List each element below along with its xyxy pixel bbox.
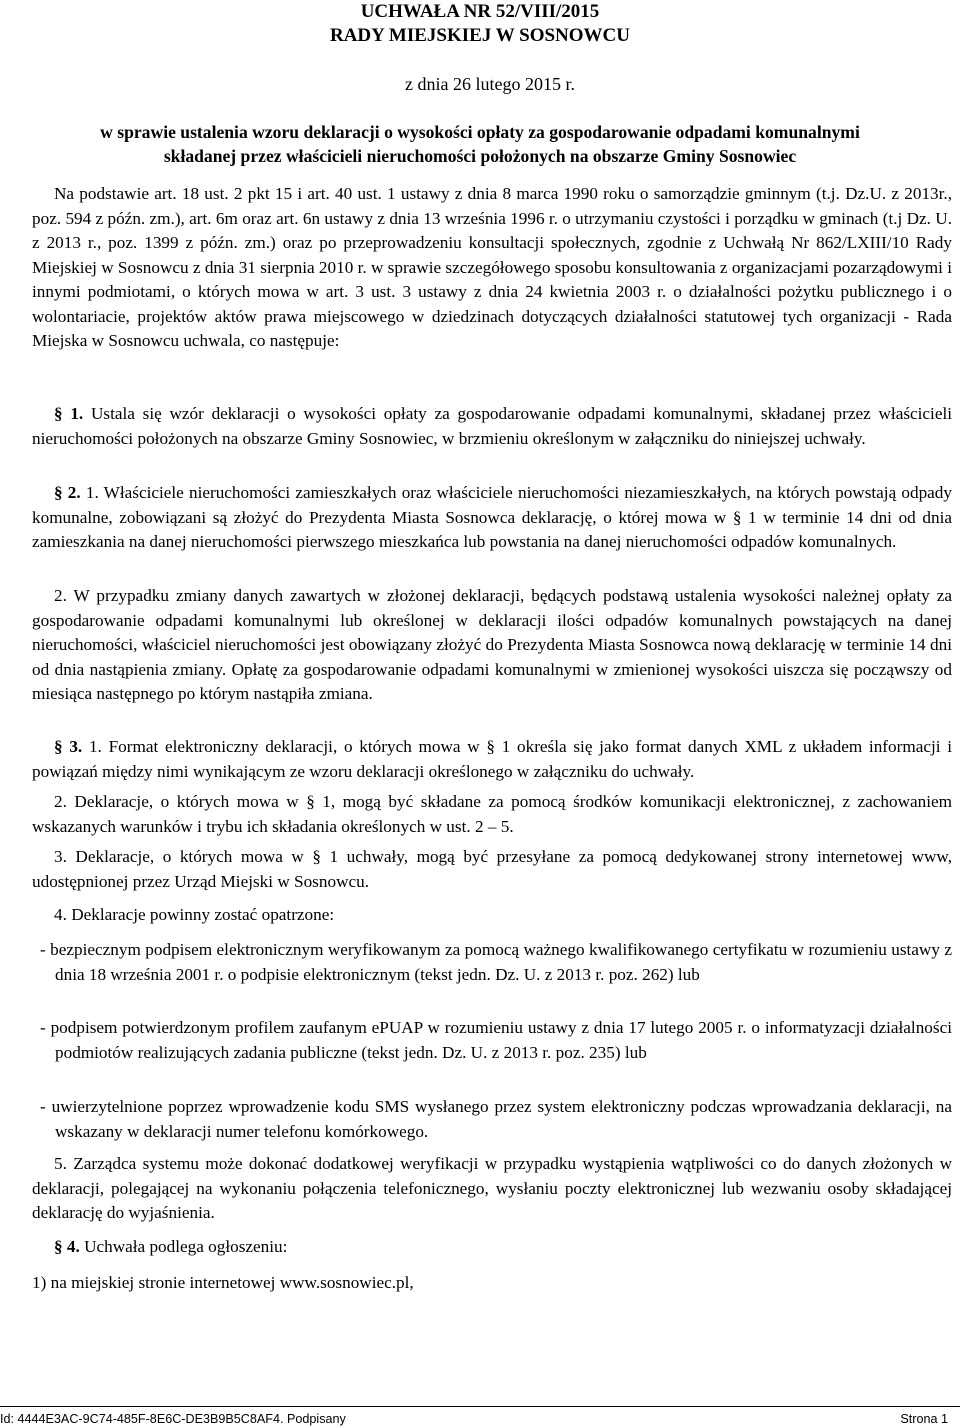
paragraph-3-label: § 3. <box>54 737 83 756</box>
paragraph-3-item-1-text: 1. Format elektroniczny deklaracji, o których mowa w § 1 określa się jako format danych XML z układem informacji i powiązań między nimi wynikającym ze wzoru deklaracji określonego w załączniku do uchwały. <box>32 737 953 781</box>
paragraph-2-label: § 2. <box>54 483 81 502</box>
council-name: RADY MIEJSKIEJ W SOSNOWCU <box>329 25 630 46</box>
paragraph-4-label: § 4. <box>54 1237 80 1256</box>
subject-line-1: w sprawie ustalenia wzoru deklaracji o wysokości opłaty za gospodarowanie odpadami komunalnymi <box>100 122 860 142</box>
paragraph-3-item-5: 5. Zarządca systemu może dokonać dodatkowej weryfikacji w przypadku wystąpienia wątpliwości co do danych złożonych w deklaracji, polegającej na wykonaniu połączenia telefonicznego, wysłaniu poczty elektronicznej lub wezwaniu osoby składającej deklarację do wyjaśnienia. <box>32 1154 952 1222</box>
signature-option-1: - bezpiecznym podpisem elektronicznym weryfikowanym za pomocą ważnego kwalifikowanego certyfikatu w rozumieniu ustawy z dnia 18 września 2001 r. o podpisie elektronicznym (tekst jedn. Dz. U. z 2013 r. poz. 262) lub <box>40 940 952 984</box>
paragraph-1-label: § 1. <box>54 404 84 423</box>
paragraph-4-item-1: 1) na miejskiej stronie internetowej www.sosnowiec.pl, <box>32 1273 414 1292</box>
paragraph-2-item-1 <box>32 481 952 555</box>
signature-option-3: - uwierzytelnione poprzez wprowadzenie kodu SMS wysłanego przez system elektroniczny podczas wprowadzania deklaracji, na wskazany w deklaracji numer telefonu komórkowego. <box>40 1097 952 1141</box>
paragraph-3-item-1 <box>32 735 952 784</box>
subject-line-2: składanej przez właścicieli nieruchomości położonych na obszarze Gminy Sosnowiec <box>163 146 797 166</box>
resolution-title: UCHWAŁA NR 52/VIII/2015 <box>360 1 600 22</box>
paragraph-4 <box>32 1235 952 1260</box>
footer-divider <box>0 1406 960 1407</box>
paragraph-3-item-3: 3. Deklaracje, o których mowa w § 1 uchwały, mogą być przesyłane za pomocą dedykowanej strony internetowej www, udostępnionej przez Urząd Miejski w Sosnowcu. <box>32 847 952 891</box>
paragraph-3-item-2: 2. Deklaracje, o których mowa w § 1, mogą być składane za pomocą środków komunikacji elektronicznej, z zachowaniem wskazanych warunków i trybu ich składania określonych w ust. 2 – 5. <box>32 792 952 836</box>
paragraph-1-text: Ustala się wzór deklaracji o wysokości opłaty za gospodarowanie odpadami komunalnymi, składanej przez właścicieli nieruchomości położonych na obszarze Gminy Sosnowiec, w brzmieniu określonym w załączniku do niniejszej uchwały. <box>32 404 952 448</box>
page-number: Strona 1 <box>900 1412 948 1426</box>
document-id: Id: 4444E3AC-9C74-485F-8E6C-DE3B9B5C8AF4. Podpisany <box>0 1412 346 1426</box>
resolution-date: z dnia 26 lutego 2015 r. <box>405 74 575 94</box>
page-footer <box>0 1411 960 1428</box>
paragraph-4-text: Uchwała podlega ogłoszeniu: <box>84 1237 288 1256</box>
paragraph-3-item-4: 4. Deklaracje powinny zostać opatrzone: <box>54 905 335 924</box>
paragraph-2-item-2: 2. W przypadku zmiany danych zawartych w złożonej deklaracji, będących podstawą ustalenia wysokości należnej opłaty za gospodarowanie odpadami komunalnymi lub określonej w deklaracji ilości odpadów komunalnych powstających na danej nieruchomości, właściciel nieruchomości jest obowiązany złożyć do Prezydenta Miasta Sosnowca nową deklarację w terminie 14 dni od dnia nastąpienia zmiany. Opłatę za gospodarowanie odpadami komunalnymi w zmienionej wysokości uiszcza się począwszy od miesiąca następnego po którym nastąpiła zmiana. <box>32 586 952 703</box>
preamble: Na podstawie art. 18 ust. 2 pkt 15 i art. 40 ust. 1 ustawy z dnia 8 marca 1990 roku o samorządzie gminnym (t.j. Dz.U. z 2013r., poz. 594 z późn. zm.), art. 6m oraz art. 6n ustawy z dnia 13 września 1996 r. o utrzymaniu czystości i porządku w gminach (t.j Dz. U. z 2013 r., poz. 1399 z późn. zm.) oraz po przeprowadzeniu konsultacji społecznych, zgodnie z Uchwałą Nr 862/LXIII/10 Rady Miejskiej w Sosnowcu z dnia 31 sierpnia 2010 r. w sprawie szczegółowego sposobu konsultowania z organizacjami pozarządowymi i innymi podmiotami, o których mowa w art. 3 ust. 3 ustawy z dnia 24 kwietnia 2003 r. o działalności pożytku publicznego i o wolontariacie, projektów aktów prawa miejscowego w dziedzinach dotyczących działalności statutowej tych organizacji - Rada Miejska w Sosnowcu uchwala, co następuje: <box>32 184 952 350</box>
paragraph-2-item-1-text: 1. Właściciele nieruchomości zamieszkałych oraz właściciele nieruchomości niezamieszkałych, na których powstają odpady komunalne, zobowiązani są złożyć do Prezydenta Miasta Sosnowca deklarację, o której mowa w § 1 w terminie 14 dni od dnia zamieszkania na danej nieruchomości pierwszego mieszkańca lub powstania na danej nieruchomości odpadów komunalnych. <box>32 483 952 551</box>
paragraph-1 <box>32 402 952 451</box>
signature-option-2: - podpisem potwierdzonym profilem zaufanym ePUAP w rozumieniu ustawy z dnia 17 lutego 2005 r. o informatyzacji działalności podmiotów realizujących zadania publiczne (tekst jedn. Dz. U. z 2013 r. poz. 235) lub <box>40 1018 952 1062</box>
